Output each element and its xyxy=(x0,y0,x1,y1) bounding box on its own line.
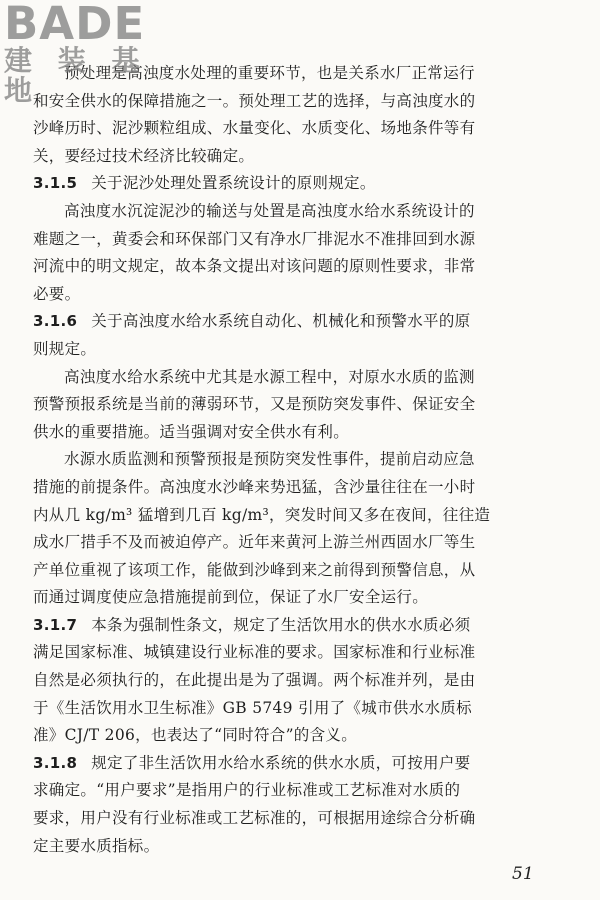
text-line: 河流中的明文规定，故本条文提出对该问题的原则性要求，非常 xyxy=(33,257,476,276)
text-line: 关，要经过技术经济比较确定。 xyxy=(33,146,255,165)
text-line: 本条为强制性条文，规定了生活饮用水的供水水质必须 xyxy=(91,615,471,634)
text-line: 水源水质监测和预警预报是预防突发性事件，提前启动应急 xyxy=(64,450,475,469)
text-line: 定主要水质指标。 xyxy=(33,836,160,855)
section-3-1-6-heading xyxy=(33,308,581,363)
text-line: 和安全供水的保障措施之一。预处理工艺的选择，与高浊度水的 xyxy=(33,91,476,110)
text-line: 满足国家标准、城镇建设行业标准的要求。国家标准和行业标准 xyxy=(33,643,476,662)
text-line: 则规定。 xyxy=(33,339,97,358)
text-line: 准》CJ/T 206，也表达了“同时符合”的含义。 xyxy=(33,726,357,745)
text-line: 措施的前提条件。高浊度水沙峰来势迅猛，含沙量往往在一小时 xyxy=(33,477,476,496)
section-number: 3.1.5 xyxy=(33,174,78,193)
page-number: 51 xyxy=(512,864,534,884)
text-line: 高浊度水沉淀泥沙的输送与处置是高浊度水给水系统设计的 xyxy=(64,201,475,220)
section-number: 3.1.6 xyxy=(33,312,78,331)
text-line: 产单位重视了该项工作，能做到沙峰到来之前得到预警信息，从 xyxy=(33,560,476,579)
text-line: 难题之一，黄委会和环保部门又有净水厂排泥水不准排回到水源 xyxy=(33,229,476,248)
section-3-1-7 xyxy=(33,612,581,750)
section-number: 3.1.7 xyxy=(33,615,78,634)
text-line: 求确定。“用户要求”是指用户的行业标准或工艺标准对水质的 xyxy=(33,781,461,800)
section-3-1-5-body xyxy=(33,198,581,308)
document-body xyxy=(33,60,581,860)
watermark-brand: BADE xyxy=(4,0,146,50)
text-line: 供水的重要措施。适当强调对安全供水有利。 xyxy=(33,422,350,441)
watermark-logo xyxy=(4,0,172,107)
text-line: 规定了非生活饮用水给水系统的供水水质，可按用户要 xyxy=(91,753,471,772)
text-line: 关于高浊度水给水系统自动化、机械化和预警水平的原 xyxy=(91,312,471,331)
section-3-1-6-body-1 xyxy=(33,364,581,447)
text-line: 内从几 kg/m³ 猛增到几百 kg/m³，突发时间又多在夜间，往往造 xyxy=(33,505,491,524)
section-number: 3.1.8 xyxy=(33,753,78,772)
text-line: 而通过调度使应急措施提前到位，保证了水厂安全运行。 xyxy=(33,588,429,607)
text-line: 自然是必须执行的，在此提出是为了强调。两个标准并列，是由 xyxy=(33,671,476,690)
text-line: 必要。 xyxy=(33,284,81,303)
text-line: 关于泥沙处理处置系统设计的原则规定。 xyxy=(91,174,376,193)
section-3-1-6-body-2 xyxy=(33,446,581,612)
text-line: 预警预报系统是当前的薄弱环节，又是预防突发事件、保证安全 xyxy=(33,395,476,414)
text-line: 高浊度水给水系统中尤其是水源工程中，对原水水质的监测 xyxy=(64,367,475,386)
text-line: 成水厂措手不及而被迫停产。近年来黄河上游兰州西固水厂等生 xyxy=(33,533,476,552)
text-line: 于《生活饮用水卫生标准》GB 5749 引用了《城市供水水质标 xyxy=(33,698,472,717)
text-line: 沙峰历时、泥沙颗粒组成、水量变化、水质变化、场地条件等有 xyxy=(33,119,476,138)
text-line: 预处理是高浊度水处理的重要环节，也是关系水厂正常运行 xyxy=(64,64,475,82)
watermark-subtitle: 建 装 基 地 xyxy=(4,44,148,107)
section-3-1-8 xyxy=(33,750,581,860)
text-line: 要求，用户没有行业标准或工艺标准的，可根据用途综合分析确 xyxy=(33,809,476,828)
section-3-1-5-heading xyxy=(33,170,581,198)
